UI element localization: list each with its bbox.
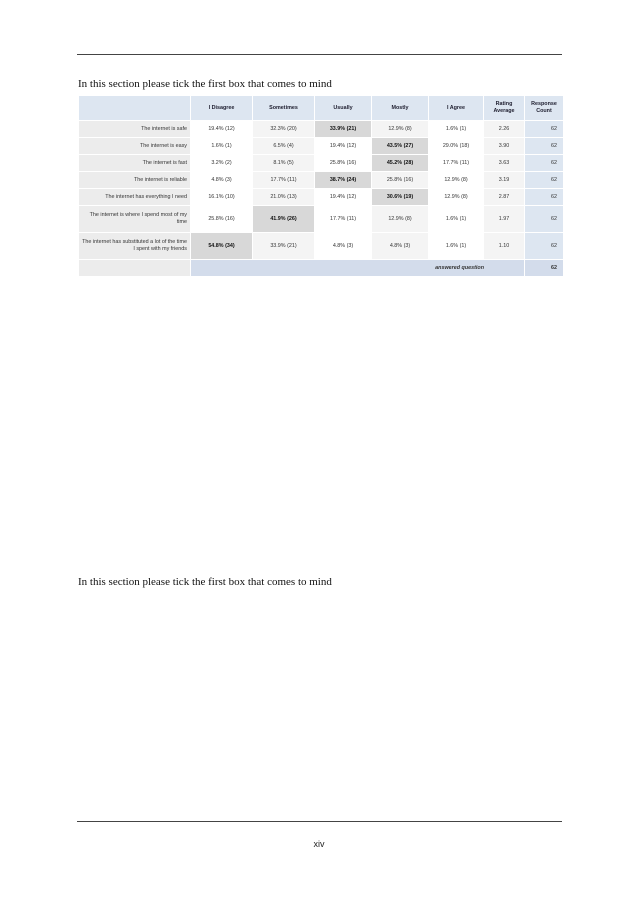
cell-sometimes: 17.7% (11) <box>253 172 314 188</box>
cell-mostly: 4.8% (3) <box>372 233 428 259</box>
cell-usually: 4.8% (3) <box>315 233 371 259</box>
section-caption: In this section please tick the first box that comes to mind <box>78 78 332 90</box>
row-label: The internet is fast <box>79 155 190 171</box>
header-sometimes: Sometimes <box>253 96 314 120</box>
table-row <box>79 121 563 137</box>
header-rating-average: Rating Average <box>484 96 524 120</box>
cell-sometimes: 32.3% (20) <box>253 121 314 137</box>
table-header-row <box>79 96 563 120</box>
row-label: The internet is reliable <box>79 172 190 188</box>
cell-agree: 17.7% (11) <box>429 155 483 171</box>
section-caption: In this section please tick the first box that comes to mind <box>78 576 332 588</box>
page-number: xiv <box>313 839 325 849</box>
cell-mostly: 25.8% (16) <box>372 172 428 188</box>
cell-response-count: 62 <box>525 138 563 154</box>
cell-agree: 12.9% (8) <box>429 172 483 188</box>
cell-disagree: 19.4% (12) <box>191 121 252 137</box>
row-label: The internet has substituted a lot of the time I spent with my friends <box>79 233 190 259</box>
cell-rating-average: 2.87 <box>484 189 524 205</box>
cell-rating-average: 3.19 <box>484 172 524 188</box>
header-response-count: Response Count <box>525 96 563 120</box>
cell-response-count: 62 <box>525 189 563 205</box>
cell-agree: 1.6% (1) <box>429 206 483 232</box>
cell-usually: 38.7% (24) <box>315 172 371 188</box>
row-label: The internet is where I spend most of my time <box>79 206 190 232</box>
cell-response-count: 62 <box>525 155 563 171</box>
row-label: The internet is easy <box>79 138 190 154</box>
row-label: The internet has everything I need <box>79 189 190 205</box>
cell-usually: 25.8% (16) <box>315 155 371 171</box>
cell-disagree: 1.6% (1) <box>191 138 252 154</box>
cell-agree: 29.0% (18) <box>429 138 483 154</box>
header-mostly: Mostly <box>372 96 428 120</box>
header-rule <box>77 54 562 55</box>
cell-rating-average: 2.26 <box>484 121 524 137</box>
cell-mostly: 30.6% (19) <box>372 189 428 205</box>
cell-response-count: 62 <box>525 206 563 232</box>
cell-mostly: 45.2% (28) <box>372 155 428 171</box>
cell-response-count: 62 <box>525 172 563 188</box>
header-usually: Usually <box>315 96 371 120</box>
answered-question-count: 62 <box>525 260 563 276</box>
cell-rating-average: 1.10 <box>484 233 524 259</box>
cell-usually: 19.4% (12) <box>315 189 371 205</box>
answered-row <box>79 260 563 276</box>
table-row <box>79 138 563 154</box>
cell-sometimes: 21.0% (13) <box>253 189 314 205</box>
footer-blank <box>79 260 190 276</box>
footer-rule <box>77 821 562 822</box>
cell-disagree: 54.8% (34) <box>191 233 252 259</box>
cell-sometimes: 8.1% (5) <box>253 155 314 171</box>
cell-rating-average: 3.63 <box>484 155 524 171</box>
survey-results-table <box>78 95 564 277</box>
table-row <box>79 206 563 232</box>
cell-sometimes: 41.9% (26) <box>253 206 314 232</box>
answered-question-label: answered question <box>191 260 524 276</box>
cell-mostly: 12.9% (8) <box>372 206 428 232</box>
cell-response-count: 62 <box>525 233 563 259</box>
cell-mostly: 12.9% (8) <box>372 121 428 137</box>
cell-agree: 1.6% (1) <box>429 233 483 259</box>
cell-usually: 19.4% (12) <box>315 138 371 154</box>
cell-agree: 12.9% (8) <box>429 189 483 205</box>
table-row <box>79 233 563 259</box>
cell-mostly: 43.5% (27) <box>372 138 428 154</box>
cell-disagree: 3.2% (2) <box>191 155 252 171</box>
header-corner <box>79 96 190 120</box>
cell-response-count: 62 <box>525 121 563 137</box>
header-i-agree: I Agree <box>429 96 483 120</box>
row-label: The internet is safe <box>79 121 190 137</box>
table-row <box>79 155 563 171</box>
cell-rating-average: 3.90 <box>484 138 524 154</box>
cell-sometimes: 33.9% (21) <box>253 233 314 259</box>
cell-sometimes: 6.5% (4) <box>253 138 314 154</box>
cell-usually: 33.9% (21) <box>315 121 371 137</box>
header-i-disagree: I Disagree <box>191 96 252 120</box>
cell-usually: 17.7% (11) <box>315 206 371 232</box>
table-row <box>79 189 563 205</box>
table-row <box>79 172 563 188</box>
cell-rating-average: 1.97 <box>484 206 524 232</box>
cell-agree: 1.6% (1) <box>429 121 483 137</box>
cell-disagree: 16.1% (10) <box>191 189 252 205</box>
cell-disagree: 25.8% (16) <box>191 206 252 232</box>
cell-disagree: 4.8% (3) <box>191 172 252 188</box>
